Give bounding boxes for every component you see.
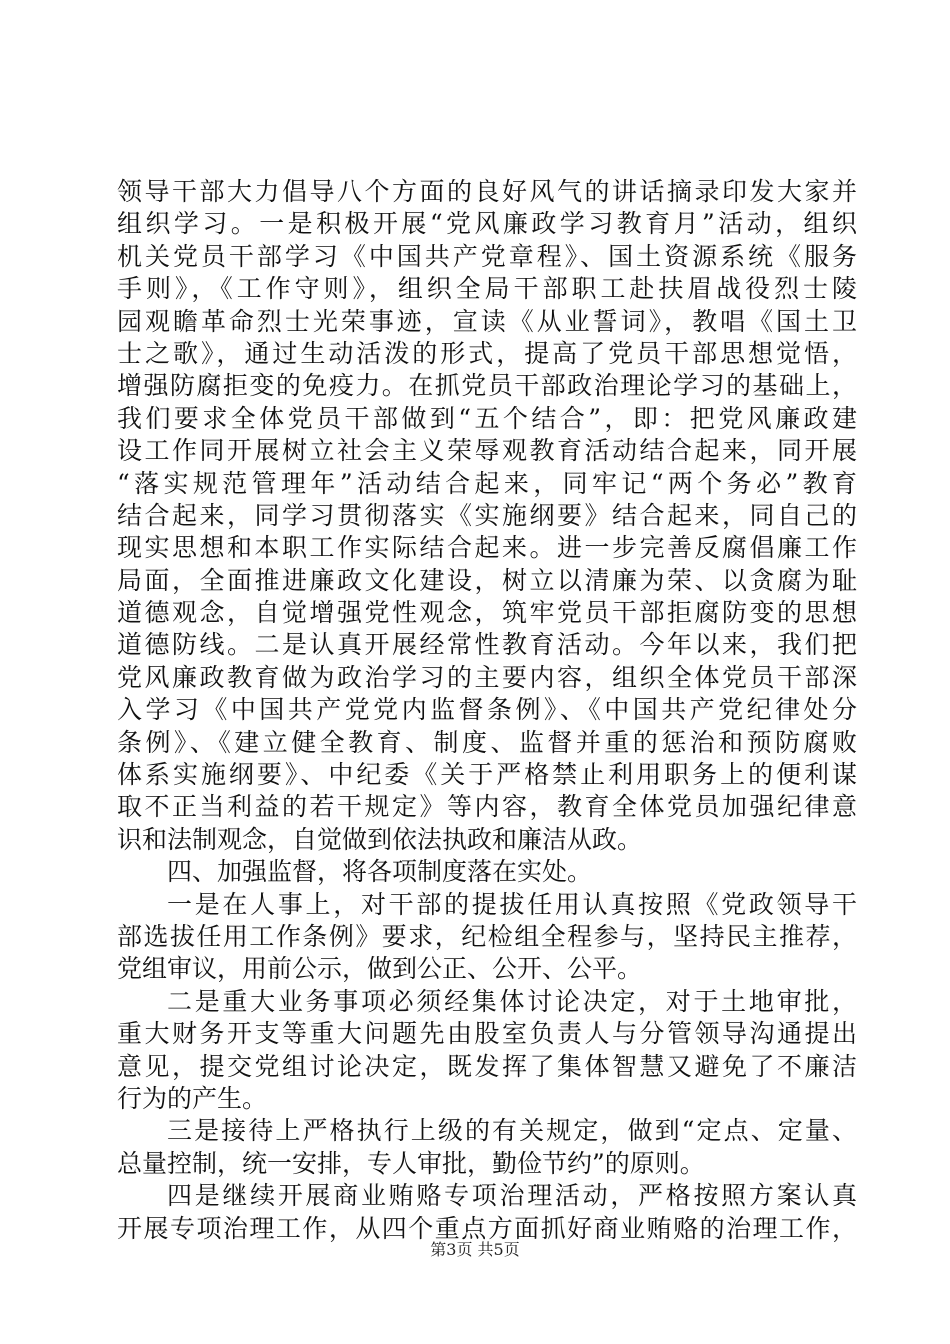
text-line: 二是重大业务事项必须经集体讨论决定，对于土地审批， xyxy=(167,986,857,1016)
document-body xyxy=(117,176,857,1245)
text-line: 党组审议，用前公示，做到公正、公开、公平。 xyxy=(117,954,643,984)
text-line: “落实规范管理年”活动结合起来，同牢记“两个务必”教育 xyxy=(117,468,857,498)
text-line: 士之歌》，通过生动活泼的形式，提高了党员干部思想觉悟， xyxy=(117,338,857,368)
text-line: 领导干部大力倡导八个方面的良好风气的讲话摘录印发大家并 xyxy=(117,177,857,206)
text-line: 局面，全面推进廉政文化建设，树立以清廉为荣、以贪腐为耻 xyxy=(117,565,857,595)
text-line: 识和法制观念，自觉做到依法执政和廉洁从政。 xyxy=(117,824,643,854)
text-line: 意见，提交党组讨论决定，既发挥了集体智慧又避免了不廉洁 xyxy=(117,1051,857,1081)
page-footer: 第3页 共5页 xyxy=(430,1240,520,1259)
text-line: 党风廉政教育做为政治学习的主要内容，组织全体党员干部深 xyxy=(117,662,857,692)
paragraph xyxy=(117,176,857,856)
text-line: 园观瞻革命烈士光荣事迹，宣读《从业誓词》，教唱《国土卫 xyxy=(117,306,857,336)
text-line: 结合起来，同学习贯彻落实《实施纲要》结合起来，同自己的 xyxy=(117,500,857,530)
text-line: 道德观念，自觉增强党性观念，筑牢党员干部拒腐防变的思想 xyxy=(117,598,857,628)
text-line: 总量控制，统一安排，专人审批，勤俭节约”的原则。 xyxy=(117,1148,705,1178)
text-line: 条例》、《建立健全教育、制度、监督并重的惩治和预防腐败 xyxy=(117,727,857,757)
text-line: 组织学习。一是积极开展“党风廉政学习教育月”活动，组织 xyxy=(117,209,857,239)
text-line: 三是接待上严格执行上级的有关规定，做到“定点、定量、 xyxy=(167,1116,857,1146)
text-line: 一是在人事上，对干部的提拔任用认真按照《党政领导干 xyxy=(167,889,857,919)
paragraph xyxy=(117,856,857,888)
paragraph xyxy=(117,1180,857,1245)
text-line: 我们要求全体党员干部做到“五个结合”，即：把党风廉政建 xyxy=(117,403,857,433)
text-line: 设工作同开展树立社会主义荣辱观教育活动结合起来，同开展 xyxy=(117,436,857,466)
text-line: 入学习《中国共产党党内监督条例》、《中国共产党纪律处分 xyxy=(117,695,857,725)
text-line: 取不正当利益的若干规定》等内容，教育全体党员加强纪律意 xyxy=(117,792,857,822)
text-line: 体系实施纲要》、中纪委《关于严格禁止利用职务上的便利谋 xyxy=(117,760,857,790)
text-line: 现实思想和本职工作实际结合起来。进一步完善反腐倡廉工作 xyxy=(117,533,857,563)
paragraph xyxy=(117,986,857,1116)
text-line: 四、加强监督，将各项制度落在实处。 xyxy=(167,857,593,887)
text-line: 重大财务开支等重大问题先由股室负责人与分管领导沟通提出 xyxy=(117,1019,857,1049)
text-line: 四是继续开展商业贿赂专项治理活动，严格按照方案认真 xyxy=(167,1181,857,1211)
paragraph xyxy=(117,889,857,986)
text-line: 手则》，《工作守则》，组织全局干部职工赴扶眉战役烈士陵 xyxy=(117,274,857,304)
text-line: 道德防线。二是认真开展经常性教育活动。今年以来，我们把 xyxy=(117,630,857,660)
text-line: 增强防腐拒变的免疫力。在抓党员干部政治理论学习的基础上， xyxy=(117,371,857,401)
paragraph xyxy=(117,1115,857,1180)
text-line: 开展专项治理工作，从四个重点方面抓好商业贿赂的治理工作， xyxy=(117,1213,857,1243)
text-line: 部选拔任用工作条例》要求，纪检组全程参与，坚持民主推荐， xyxy=(117,921,857,951)
text-line: 机关党员干部学习《中国共产党章程》、国土资源系统《服务 xyxy=(117,241,857,271)
text-line: 行为的产生。 xyxy=(117,1083,268,1113)
